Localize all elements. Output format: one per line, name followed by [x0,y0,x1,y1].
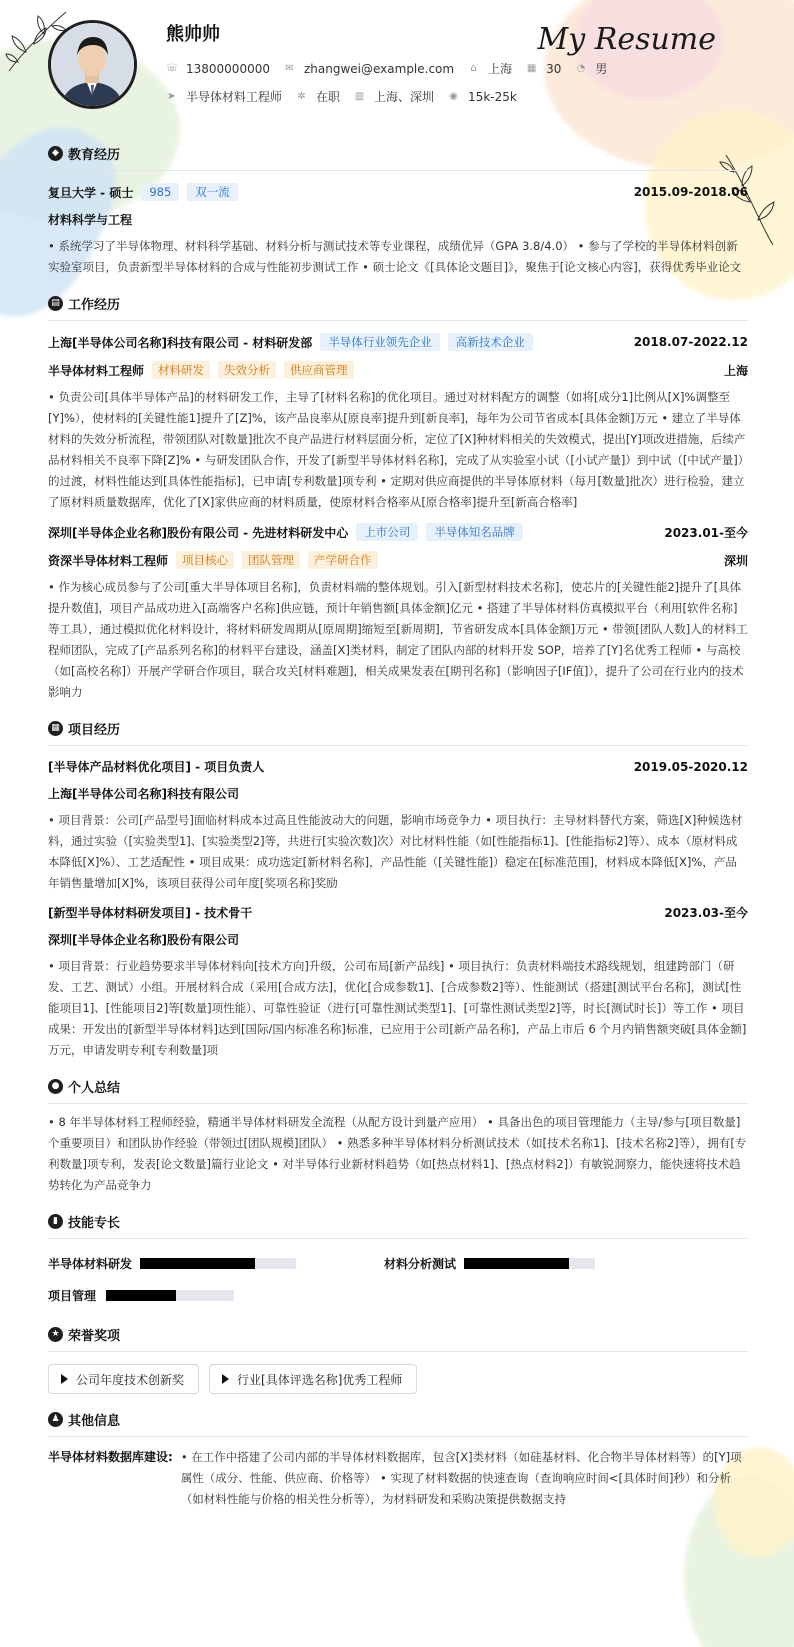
projects-section [48,717,748,1061]
target-position: 半导体材料工程师 [186,90,283,104]
city: 上海 [488,62,513,76]
age: 30 [546,61,562,76]
skill-item [48,1287,234,1304]
gender-icon: ◔ [576,63,586,74]
company-tag: 半导体知名品牌 [426,523,523,541]
work-entry [48,333,748,513]
school-tag: 985 [141,183,179,201]
work-section [48,292,748,703]
education-entry [48,183,748,201]
section-header [48,1210,748,1232]
education-date: 2015.09-2018.06 [633,185,748,199]
role-tag: 材料研发 [152,361,210,379]
graduation-cap-icon: ◆ [48,146,63,161]
email-icon: ✉ [285,63,294,74]
phone-number: 13800000000 [186,61,270,76]
awards-section [48,1323,748,1394]
project-company: 深圳[半导体企业名称]股份有限公司 [48,933,239,947]
section-header [48,1408,748,1430]
section-title: 个人总结 [68,1080,121,1096]
section-divider [48,170,748,171]
project-description: • 项目背景：公司[产品型号]面临材料成本过高且性能波动大的问题，影响市场竞争力 • 项目执行：主导材料替代方案，筛选[X]种候选材料，通过实验（[实验类型1]、[实验类型2]等，共进行[实验次数]次）对比材料性能（如[性能指标1]、[性能指标2]等）、成本（原材料成本降低[X]%）、工艺适配性 • 项目成果：成功选定[新材料名称]，产品性能（[关键性能]）稳定在[标准范围]，材料成本降低[X]%，产品年销售量增加[X]%，该项目获得公司年度[奖项名称]奖励 [48,813,743,890]
salary-item [448,90,517,104]
work-description: • 负责公司[具体半导体产品]的材料研发工作，主导了[材料名称]的优化项目。通过对材料配方的调整（如将[成分1]比例从[X]%调整至[Y]%），使材料的[关键性能1]提升了[Z]%，该产品良率从[原良率]提升到[新良率]，每年为公司节省成本[具体金额]万元 • 建立了半导体材料的失效分析流程，带领团队对[数量]批次不良产品进行材料层面分析，定位了[X]种材料相关的失效模式，提出[Y]项改进措施，后续产品材料相关不良率下降[Z]% • 与研发团队合作，开发了[新型半导体材料名称]，完成了从实验室小试（[小试产量]）到中试（[中试产量]）的过渡，材料性能达到[具体性能指标]，已申请[专利数量]项专利 • 定期对供应商提供的半导体原材料（每月[数量]批次）进行检验，建立了原材料质量数据库，优化了[X]家供应商的材料质量，使原材料合格率从[原合格率]提升至[新高合格率] [48,390,746,509]
phone-item [166,62,270,76]
phone-icon: ☏ [166,63,179,74]
work-date: 2023.01-至今 [664,525,748,540]
grid-icon: ▦ [48,721,63,736]
section-title: 荣誉奖项 [68,1328,121,1344]
awards-list [48,1364,748,1394]
company-tag: 半导体行业领先企业 [320,333,440,351]
section-title: 其他信息 [68,1413,121,1429]
job-role: 资深半导体材料工程师 [48,553,169,568]
section-divider [48,745,748,746]
contact-info-row [166,60,621,77]
project-description: • 项目背景：行业趋势要求半导体材料向[技术方向]升级，公司布局[新产品线] • 项目执行：负责材料端技术路线规划，组建跨部门（研发、工艺、测试）小组。开展材料合成（采用[合成方法]，优化[合成参数1]、[合成参数2]等）、性能测试（搭建[测试平台名称]，测试[性能项目1]、[性能项目2]等[数量]项性能）、可靠性验证（进行[可靠性测试类型1]、[可靠性测试类型2]等，时长[测试时长]）等工作 • 项目成果：开发出的[新型半导体材料]达到[国际/国内标准名称]标准，已应用于公司[新产品名称]，产品上市后 6 个月内销售额突破[具体金额]万元，申请发明专利[专利数量]项 [48,959,747,1057]
section-divider [48,1351,748,1352]
gender: 男 [595,62,608,76]
medal-icon: ★ [48,1327,63,1342]
email-item [284,62,454,76]
target-cities: 上海、深圳 [374,90,435,104]
section-divider [48,1103,748,1104]
calendar-icon: ▦ [526,63,537,74]
other-entry [48,1447,748,1510]
skill-row [48,1253,748,1273]
skill-level-fill [106,1290,176,1301]
bar-chart-icon: ▮ [48,1214,63,1229]
summary-section [48,1075,748,1196]
section-title: 教育经历 [68,147,121,163]
position-item [166,88,282,105]
city-item [468,60,512,77]
job-status: 在职 [316,90,341,104]
role-tag: 项目核心 [176,551,234,569]
project-entry [48,904,748,1061]
skill-item [48,1255,384,1272]
award-item [48,1364,199,1394]
section-divider [48,1238,748,1239]
skill-item [384,1255,595,1272]
project-name: [新型半导体材料研发项目] - 技术骨干 [48,906,253,920]
work-entry [48,523,748,703]
work-location: 深圳 [723,553,748,568]
briefcase-icon: ▤ [48,296,63,311]
candidate-name: 熊帅帅 [166,24,220,45]
avatar [48,20,137,109]
send-icon: ➤ [167,91,176,102]
resume-title: My Resume [537,22,716,57]
home-icon: ⌂ [470,63,477,74]
user-info-icon: ♟ [48,1412,63,1427]
school-tag: 双一流 [187,183,238,201]
education-section [48,142,748,278]
work-location: 上海 [723,363,748,378]
skills-section [48,1210,748,1305]
age-item [526,62,561,76]
skill-label: 项目管理 [48,1288,97,1303]
project-entry [48,758,748,894]
award-name: 公司年度技术创新奖 [76,1372,185,1387]
section-divider [48,320,748,321]
skill-label: 半导体材料研发 [48,1256,133,1271]
section-title: 项目经历 [68,722,121,738]
salary-icon: ◉ [449,91,458,102]
project-date: 2019.05-2020.12 [633,759,748,774]
project-name: [半导体产品材料优化项目] - 项目负责人 [48,760,265,774]
company-name: 深圳[半导体企业名称]股份有限公司 - 先进材料研发中心 [48,525,349,540]
building-icon: ▥ [354,91,365,102]
project-date: 2023.03-至今 [664,906,748,920]
skill-row [48,1285,748,1305]
play-icon [222,1374,229,1384]
section-title: 技能专长 [68,1215,121,1231]
section-header [48,292,748,314]
work-date: 2018.07-2022.12 [633,335,748,349]
skill-bar [106,1290,234,1301]
skill-level-fill [464,1258,569,1269]
project-company: 上海[半导体公司名称]科技有限公司 [48,787,239,801]
other-description: • 在工作中搭建了公司内部的半导体材料数据库，包含[X]类材料（如硅基材料、化合物半导体材料等）的[Y]项属性（成分、性能、供应商、价格等） • 实现了材料数据的快速查询（查询响应时间<[具体时间]秒）和分析（如材料性能与价格的相关性分析等），为材料研发和采购决策提供数据支持 [180,1450,742,1506]
play-icon [61,1374,68,1384]
section-header [48,1323,748,1345]
resume-header [0,0,794,142]
job-role: 半导体材料工程师 [48,363,145,378]
section-divider [48,1436,748,1437]
avatar-portrait-icon [51,23,134,106]
role-tag: 团队管理 [242,551,300,569]
target-city-item [354,88,434,105]
role-tag: 失效分析 [218,361,276,379]
section-title: 工作经历 [68,297,121,313]
other-label: 半导体材料数据库建设: [48,1450,173,1464]
summary-description: • 8 年半导体材料工程师经验，精通半导体材料研发全流程（从配方设计到量产应用） • 具备出色的项目管理能力（主导/参与[项目数量]个重要项目）和团队协作经验（带领过[团队规模]团队） • 熟悉多种半导体材料分析测试技术（如[技术名称1]、[技术名称2]等），拥有[专利数量]项专利，发表[论文数量]篇行业论文 • 对半导体行业新材料趋势（如[热点材料1]、[热点材料2]）有敏锐洞察力，能快速将技术趋势转化为产品竞争力 [48,1115,747,1192]
job-info-row [166,88,531,105]
role-tag: 产学研合作 [308,551,378,569]
expected-salary: 15k-25k [468,89,517,104]
award-item [209,1364,417,1394]
skill-level-fill [140,1258,255,1269]
gear-icon: ✲ [297,91,306,102]
role-tag: 供应商管理 [284,361,354,379]
award-name: 行业[具体评选名称]优秀工程师 [237,1372,403,1387]
company-name: 上海[半导体公司名称]科技有限公司 - 材料研发部 [48,335,313,350]
major: 材料科学与工程 [48,213,133,227]
company-tag: 高新技术企业 [448,333,533,351]
skill-bar [464,1258,595,1269]
user-icon: ● [48,1079,63,1094]
school-name: 复旦大学 - 硕士 [48,185,134,200]
email-address: zhangwei@example.com [303,61,455,76]
skill-bar [140,1258,296,1269]
skill-label: 材料分析测试 [384,1256,457,1271]
other-section [48,1408,748,1510]
work-description: • 作为核心成员参与了公司[重大半导体项目名称]，负责材料端的整体规划。引入[新型材料技术名称]，使芯片的[关键性能2]提升了[具体提升数值]，项目产品成功进入[高端客户名称]供应链，预计年销售额[具体金额]亿元 • 搭建了半导体材料仿真模拟平台（利用[软件名称]等工具），通过模拟优化材料设计，将材料研发周期从[原周期]缩短至[新周期]，节省研发成本[具体金额]万元 • 带领[团队人数]人的材料工程师团队，完成了[产品系列名称]的材料平台建设，涵盖[X]类材料，制定了团队内部的材料开发 SOP，培养了[Y]名优秀工程师 • 与高校（如[高校名称]）开展产学研合作项目，联合攻关[材料难题]，相关成果发表在[期刊名称]（影响因子[IF值]），提升了公司在行业内的技术影响力 [48,580,748,699]
gender-item [575,60,607,77]
section-header [48,1075,748,1097]
section-header [48,717,748,739]
section-header [48,142,748,164]
status-item [296,88,340,105]
company-tag: 上市公司 [356,523,418,541]
education-description: • 系统学习了半导体物理、材料科学基础、材料分析与测试技术等专业课程，成绩优异（GPA 3.8/4.0） • 参与了学校的半导体材料创新实验室项目，负责新型半导体材料的合成与性能初步测试工作 • 硕士论文《[具体论文题目]》，聚焦于[论文核心内容]，获得优秀毕业论文 [48,239,742,274]
